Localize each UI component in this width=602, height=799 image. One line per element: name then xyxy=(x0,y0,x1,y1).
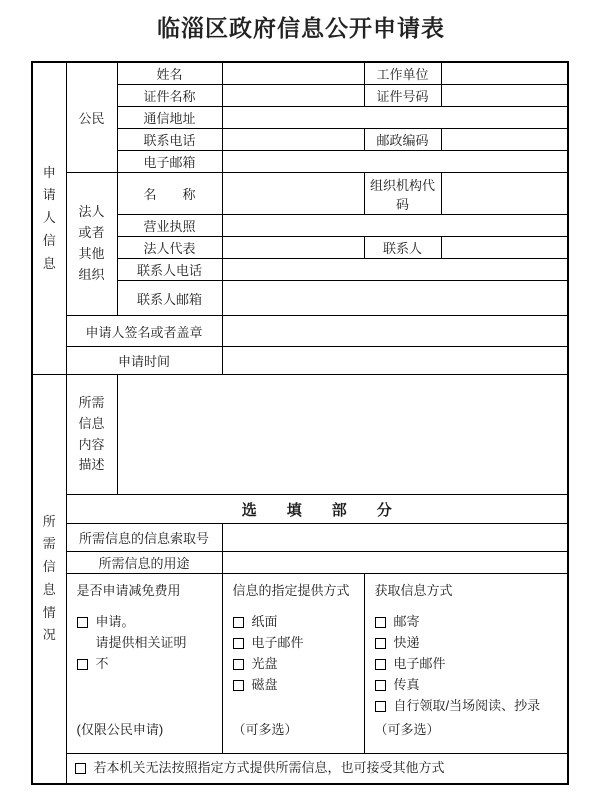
label-work-unit: 工作单位 xyxy=(364,62,441,85)
checkbox-obtain-mail[interactable] xyxy=(375,612,562,632)
other-method-row xyxy=(66,754,568,784)
input-citizen-name[interactable] xyxy=(222,62,364,85)
label-signature: 申请人签名或者盖章 xyxy=(66,316,222,347)
obtain-method-cell xyxy=(364,574,568,754)
label-contact: 联系人 xyxy=(364,237,441,259)
provide-cd-label: 光盘 xyxy=(251,656,278,671)
label-address: 通信地址 xyxy=(117,107,222,129)
group-label-organization xyxy=(66,173,117,316)
organization-group-label: 法人或者其他组织 xyxy=(78,204,105,282)
input-contact-email[interactable] xyxy=(222,281,568,316)
content-description-label: 所需信息内容描述 xyxy=(78,394,105,473)
fee-waiver-title: 是否申请减免费用 xyxy=(76,583,181,598)
fee-waiver-cell xyxy=(66,574,222,754)
input-legal-rep[interactable] xyxy=(222,237,364,259)
input-phone[interactable] xyxy=(222,129,364,151)
input-id-name[interactable] xyxy=(222,85,364,107)
obtain-email-label: 电子邮件 xyxy=(393,656,446,671)
checkbox-provide-cd[interactable] xyxy=(233,654,358,674)
input-contact[interactable] xyxy=(441,237,568,259)
label-postcode: 邮政编码 xyxy=(364,129,441,151)
input-purpose[interactable] xyxy=(222,552,568,574)
checkbox-obtain-fax[interactable] xyxy=(375,675,562,695)
checkbox-icon[interactable] xyxy=(233,680,244,691)
checkbox-icon[interactable] xyxy=(375,701,386,712)
checkbox-fee-no[interactable] xyxy=(77,654,216,674)
label-org-code: 组织机构代码 xyxy=(364,173,441,215)
label-phone: 联系电话 xyxy=(117,129,222,151)
optional-section-header: 选 填 部 分 xyxy=(66,495,568,524)
checkbox-provide-paper[interactable] xyxy=(233,612,358,632)
checkbox-provide-email[interactable] xyxy=(233,633,358,653)
checkbox-icon[interactable] xyxy=(75,763,86,774)
label-legal-rep: 法人代表 xyxy=(117,237,222,259)
fee-apply-label: 申请。 xyxy=(95,614,135,629)
provide-disk-label: 磁盘 xyxy=(251,677,278,692)
applicant-info-vertical-label: 申请人信息 xyxy=(42,164,56,271)
input-address[interactable] xyxy=(222,107,568,129)
input-license[interactable] xyxy=(222,215,568,237)
label-index-number: 所需信息的信息索取号 xyxy=(66,524,222,552)
label-org-name: 名 称 xyxy=(117,173,222,215)
checkbox-obtain-email[interactable] xyxy=(375,654,562,674)
fee-no-label: 不 xyxy=(95,656,109,671)
provide-email-label: 电子邮件 xyxy=(251,635,304,650)
input-postcode[interactable] xyxy=(441,129,568,151)
application-form-table xyxy=(31,61,569,785)
checkbox-obtain-self[interactable] xyxy=(375,696,562,716)
input-org-name[interactable] xyxy=(222,173,364,215)
checkbox-icon[interactable] xyxy=(77,617,88,628)
checkbox-icon[interactable] xyxy=(375,617,386,628)
obtain-fax-label: 传真 xyxy=(393,677,420,692)
input-email[interactable] xyxy=(222,151,568,173)
provide-method-cell xyxy=(222,574,364,754)
provide-method-note: （可多选） xyxy=(232,722,298,737)
checkbox-icon[interactable] xyxy=(233,617,244,628)
input-work-unit[interactable] xyxy=(441,62,568,85)
obtain-mail-label: 邮寄 xyxy=(393,614,420,629)
checkbox-fee-apply[interactable] xyxy=(77,612,216,632)
fee-waiver-note: (仅限公民申请) xyxy=(76,722,164,737)
provide-paper-label: 纸面 xyxy=(251,614,278,629)
input-apply-time[interactable] xyxy=(222,347,568,375)
checkbox-other-method[interactable] xyxy=(75,758,566,778)
label-contact-phone: 联系人电话 xyxy=(117,259,222,281)
label-citizen-name: 姓名 xyxy=(117,62,222,85)
input-org-code[interactable] xyxy=(441,173,568,215)
checkbox-icon[interactable] xyxy=(375,638,386,649)
other-method-label: 若本机关无法按照指定方式提供所需信息，也可接受其他方式 xyxy=(93,760,445,776)
provide-method-title: 信息的指定提供方式 xyxy=(232,583,350,598)
input-index-number[interactable] xyxy=(222,524,568,552)
section-label-required-info xyxy=(32,375,66,784)
checkbox-provide-disk[interactable] xyxy=(233,675,358,695)
page-title: 临淄区政府信息公开申请表 xyxy=(157,15,445,41)
label-purpose: 所需信息的用途 xyxy=(66,552,222,574)
input-signature[interactable] xyxy=(222,316,568,347)
section-label-applicant-info xyxy=(32,62,66,375)
label-apply-time: 申请时间 xyxy=(66,347,222,375)
checkbox-icon[interactable] xyxy=(375,680,386,691)
fee-apply-note: 请提供相关证明 xyxy=(95,635,187,650)
label-content-description xyxy=(66,375,117,495)
checkbox-icon[interactable] xyxy=(375,659,386,670)
obtain-express-label: 快递 xyxy=(393,635,420,650)
input-content-description[interactable] xyxy=(117,375,568,495)
group-label-citizen: 公民 xyxy=(66,62,117,173)
input-id-number[interactable] xyxy=(441,85,568,107)
label-id-number: 证件号码 xyxy=(364,85,441,107)
label-contact-email: 联系人邮箱 xyxy=(117,281,222,316)
obtain-self-label: 自行领取/当场阅读、抄录 xyxy=(393,698,541,713)
obtain-method-note: （可多选） xyxy=(374,722,440,737)
checkbox-icon[interactable] xyxy=(233,638,244,649)
obtain-method-title: 获取信息方式 xyxy=(374,583,453,598)
label-license: 营业执照 xyxy=(117,215,222,237)
label-email: 电子邮箱 xyxy=(117,151,222,173)
checkbox-icon[interactable] xyxy=(233,659,244,670)
checkbox-icon[interactable] xyxy=(77,659,88,670)
checkbox-obtain-express[interactable] xyxy=(375,633,562,653)
required-info-vertical-label: 所需信息情况 xyxy=(42,513,56,643)
input-contact-phone[interactable] xyxy=(222,259,568,281)
label-id-name: 证件名称 xyxy=(117,85,222,107)
